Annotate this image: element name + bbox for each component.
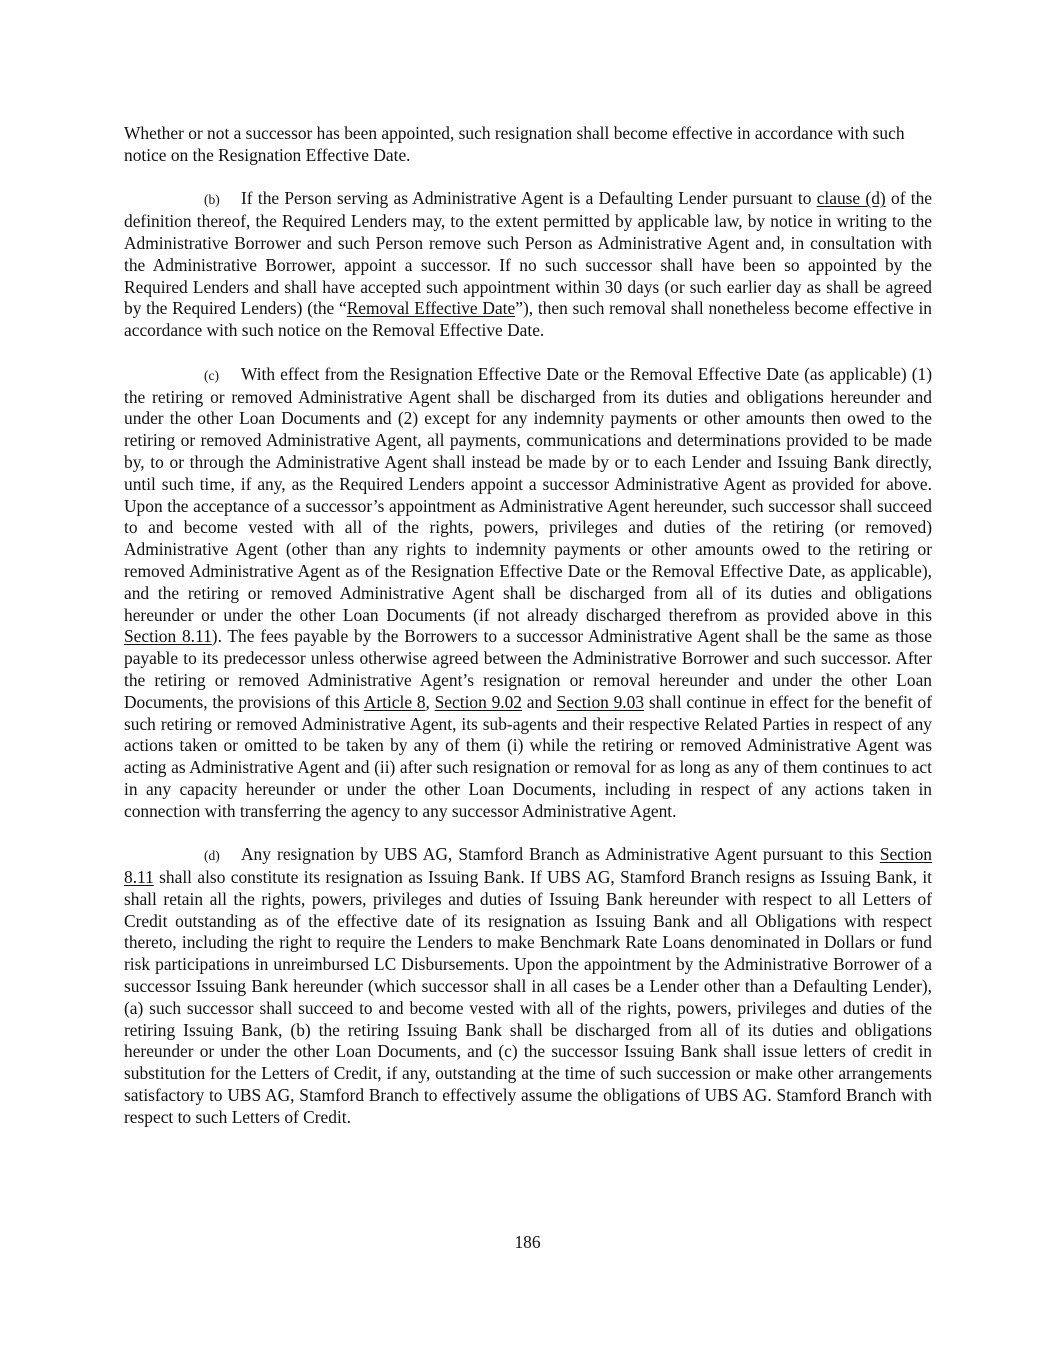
- cross-reference: Article 8: [363, 691, 426, 712]
- page-number: 186: [514, 1232, 541, 1252]
- paragraph-text: ). The fees payable by the Borrowers to a successor Administrative Agent shall be the same as those payable to its predecessor unless otherwise agreed between the Administrative Borrower and such successor. After the retiring or removed Administrative Agent’s resignation or removal hereunder and under the other Loan Documents, the provisions of this: [124, 626, 932, 712]
- paragraph-text: If the Person serving as Administrative Agent is a Defaulting Lender pursuant to: [241, 188, 817, 209]
- cross-reference: Section 9.02: [434, 691, 523, 712]
- cross-reference: clause (d): [816, 188, 886, 209]
- paragraph-text: shall also constitute its resignation as Issuing Bank. If UBS AG, Stamford Branch resigns as Issuing Bank, it shall retain all the rights, powers, privileges and duties of Issuing Bank hereunder with respect to all Letters of Credit outstanding as of the effective date of its resignation as Issuing Bank and all Obligations with respect thereto, including the right to require the Lenders to make Benchmark Rate Loans denominated in Dollars or fund risk participations in unreimbursed LC Disbursements. Upon the appointment by the Administrative Borrower of a successor Issuing Bank hereunder (which successor shall in all cases be a Lender other than a Defaulting Lender), (a) such successor shall succeed to and become vested with all of the rights, powers, privileges and duties of the retiring Issuing Bank, (b) the retiring Issuing Bank shall be discharged from all of its duties and obligations hereunder or under the other Loan Documents, and (c) the successor Issuing Bank shall issue letters of credit in substitution for the Letters of Credit, if any, outstanding at the time of such succession or make other arrangements satisfactory to UBS AG, Stamford Branch to effectively assume the obligations of UBS AG. Stamford Branch with respect to such Letters of Credit.: [124, 867, 932, 1127]
- paragraph-text: With effect from the Resignation Effective Date or the Removal Effective Date (as applicable) (1) the retiring or removed Administrative Agent shall be discharged from its duties and obligations hereunder and under the other Loan Documents and (2) except for any indemnity payments or other amounts then owed to the retiring or removed Administrative Agent, all payments, communications and determinations provided to be made by, to or through the Administrative Agent shall instead be made by or to each Lender and Issuing Bank directly, until such time, if any, as the Required Lenders appoint a successor Administrative Agent as provided for above. Upon the acceptance of a successor’s appointment as Administrative Agent hereunder, such successor shall succeed to and become vested with all of the rights, powers, privileges and duties of the retiring (or removed) Administrative Agent (other than any rights to indemnity payments or other amounts owed to the retiring or removed Administrative Agent as of the Resignation Effective Date or the Removal Effective Date, as applicable), and the retiring or removed Administrative Agent shall be discharged from all of its duties and obligations hereunder or under the other Loan Documents (if not already discharged therefrom as provided above in this: [124, 363, 932, 625]
- paragraph-c: [124, 364, 932, 823]
- paragraph-text: shall continue in effect for the benefit of such retiring or removed Administrative Agent, its sub-agents and their respective Related Parties in respect of any actions taken or omitted to be taken by any of them (i) while the retiring or removed Administrative Agent was acting as Administrative Agent and (ii) after such resignation or removal for as long as any of them continues to act in any capacity hereunder or under the other Loan Documents, including in respect of any actions taken in connection with transferring the agency to any successor Administrative Agent.: [124, 691, 932, 821]
- defined-term: Removal Effective Date: [346, 298, 516, 319]
- paragraph-label: (d): [204, 848, 220, 864]
- paragraph-continuation: [124, 123, 932, 167]
- paragraph-text: Whether or not a successor has been appointed, such resignation shall become effective in accordance with such notice on the Resignation Effective Date.: [124, 123, 905, 165]
- cross-reference: Section 8.11: [124, 844, 932, 888]
- paragraph-text: of the definition thereof, the Required Lenders may, to the extent permitted by applicable law, by notice in writing to the Administrative Borrower and such Person remove such Person as Administrative Agent and, in consultation with the Administrative Borrower, appoint a successor. If no such successor shall have been so appointed by the Required Lenders and shall have accepted such appointment within 30 days (or such earlier day as shall be agreed by the Required Lenders) (the “: [124, 188, 933, 319]
- paragraph-label: (b): [204, 192, 220, 208]
- paragraph-b: [124, 188, 932, 342]
- paragraph-text: Any resignation by UBS AG, Stamford Branch as Administrative Agent pursuant to this: [241, 844, 880, 865]
- document-page: [124, 123, 932, 1129]
- cross-reference: Section 8.11: [124, 626, 212, 647]
- cross-reference: Section 9.03: [556, 691, 645, 712]
- paragraph-text: and: [522, 691, 557, 712]
- paragraph-text: ,: [425, 691, 435, 712]
- paragraph-d: [124, 844, 932, 1128]
- paragraph-text: ”), then such removal shall nonetheless become effective in accordance with such notice on the Removal Effective Date.: [124, 298, 932, 341]
- paragraph-label: (c): [204, 367, 219, 383]
